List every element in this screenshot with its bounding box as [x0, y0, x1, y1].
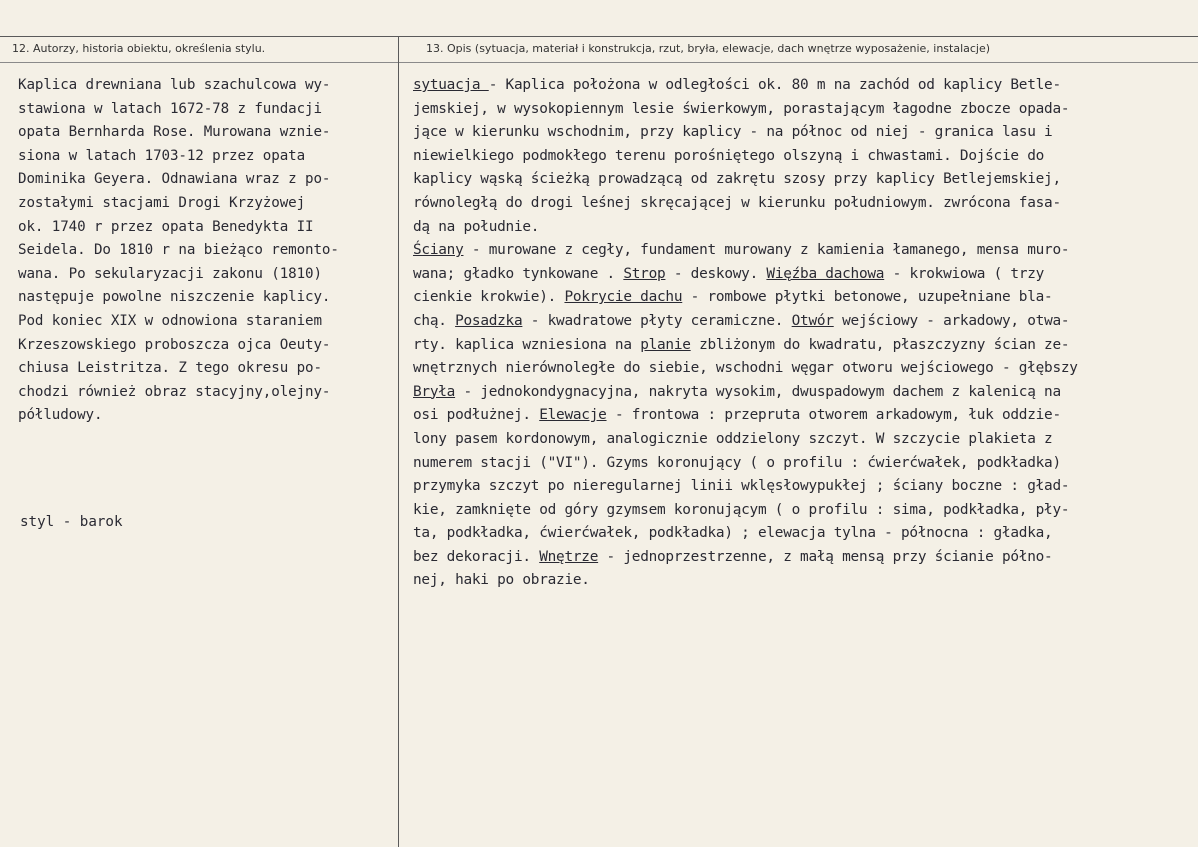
text-segment: kie, zamknięte od góry gzymsem koronującym ( o profilu : sima, podkładka, pły- [413, 501, 1070, 518]
description-line [413, 475, 1193, 499]
text-segment: chą. [413, 312, 456, 329]
underlined-term: Wnętrze [539, 548, 599, 565]
description-line [413, 522, 1193, 546]
underlined-term: Bryła [413, 383, 456, 400]
description-text [413, 74, 1193, 593]
history-line: chiusa Leistritza. Z tego okresu po- [18, 360, 322, 377]
text-segment: numerem stacji ("VI"). Gzyms koronujący ( o profilu : ćwierćwałek, podkładka) [413, 454, 1061, 471]
description-line [413, 428, 1193, 452]
text-segment: - kwadratowe płyty ceramiczne. [522, 312, 792, 329]
text-segment: - frontowa : przepruta otworem arkadowym, łuk oddzie- [606, 407, 1061, 424]
description-line [413, 286, 1193, 310]
description-line [413, 216, 1193, 240]
underlined-term: Strop [623, 265, 666, 282]
text-segment: - krokwiowa ( trzy [884, 265, 1045, 282]
history-line: Seidela. Do 1810 r na bieżąco remonto- [18, 242, 339, 259]
history-line: Dominika Geyera. Odnawiana wraz z po- [18, 171, 331, 188]
text-segment: równoległą do drogi leśnej skręcającej w kierunku południowym. zwrócona fasa- [413, 194, 1061, 211]
text-segment: jące w kierunku wschodnim, przy kaplicy - na północ od niej - granica lasu i [413, 124, 1053, 141]
text-segment: cienkie krokwie). [413, 289, 565, 306]
text-segment: bez dekoracji. [413, 548, 540, 565]
underlined-term: planie [640, 336, 691, 353]
underlined-term: Ściany [413, 242, 464, 259]
text-segment: - jednokondygnacyjna, nakryta wysokim, dwuspadowym dachem z kalenicą na [455, 383, 1061, 400]
text-segment: przymyka szczyt po nieregularnej linii wklęsłowypukłej ; ściany boczne : gład- [413, 478, 1070, 495]
history-line: zostałymi stacjami Drogi Krzyżowej [18, 194, 306, 211]
history-text [18, 74, 383, 428]
description-line [413, 569, 1193, 593]
description-line [413, 168, 1193, 192]
field-12-header: 12. Autorzy, historia obiektu, określenia stylu. [12, 42, 266, 55]
field-13-header: 13. Opis (sytuacja, materiał i konstrukcja, rzut, bryła, elewacje, dach wnętrze wyposażenie, instalacje) [426, 42, 991, 55]
header-top-rule [0, 36, 1198, 37]
description-line [413, 546, 1193, 570]
history-line: wana. Po sekularyzacji zakonu (1810) [18, 265, 322, 282]
text-segment: wnętrznych nierównoległe do siebie, wschodni węgar otworu wejściowego - głębszy [413, 360, 1078, 377]
underlined-term: Elewacje [539, 407, 607, 424]
text-segment: nej, haki po obrazie. [413, 572, 590, 589]
text-segment: zbliżonym do kwadratu, płaszczyzny ścian ze- [690, 336, 1070, 353]
text-segment: wana; gładko tynkowane . [413, 265, 624, 282]
underlined-term: Więźba dachowa [766, 265, 885, 282]
description-line [413, 263, 1193, 287]
underlined-term: sytuacja [413, 77, 489, 93]
history-line: ok. 1740 r przez opata Benedykta II [18, 218, 314, 235]
underlined-term: Pokrycie dachu [564, 289, 683, 306]
underlined-term: Posadzka [455, 312, 523, 329]
text-segment: niewielkiego podmokłego terenu porośniętego olszyną i chwastami. Dojście do [413, 147, 1045, 164]
text-segment: - murowane z cegły, fundament murowany z kamienia łamanego, mensa muro- [463, 242, 1070, 259]
description-line [413, 74, 1193, 98]
description-line [413, 499, 1193, 523]
history-line: Pod koniec XIX w odnowiona staraniem [18, 312, 322, 329]
description-line [413, 334, 1193, 358]
text-segment: jemskiej, w wysokopiennym lesie świerkowym, porastającym łagodne zbocze opada- [413, 100, 1070, 117]
underlined-term: Otwór [791, 312, 834, 329]
history-line: Krzeszowskiego proboszcza ojca Oeuty- [18, 336, 331, 353]
text-segment: - rombowe płytki betonowe, uzupełniane bla- [682, 289, 1053, 306]
description-line [413, 381, 1193, 405]
text-segment: lony pasem kordonowym, analogicznie oddzielony szczyt. W szczycie plakieta z [413, 430, 1053, 447]
text-segment: dą na południe. [413, 218, 540, 235]
text-segment: - jednoprzestrzenne, z małą mensą przy ścianie półno- [598, 548, 1053, 565]
text-segment: wejściowy - arkadowy, otwa- [833, 312, 1070, 329]
description-line [413, 404, 1193, 428]
description-line [413, 192, 1193, 216]
text-segment: ta, podkładka, ćwierćwałek, podkładka) ; elewacja tylna - północna : gładka, [413, 525, 1053, 542]
header-bottom-rule [0, 62, 1198, 63]
text-segment: osi podłużnej. [413, 407, 540, 424]
description-line [413, 239, 1193, 263]
text-segment: - Kaplica położona w odległości ok. 80 m na zachód od kaplicy Betle- [488, 77, 1061, 93]
description-line [413, 310, 1193, 334]
history-line: siona w latach 1703-12 przez opata [18, 147, 306, 164]
history-line: opata Bernharda Rose. Murowana wznie- [18, 124, 331, 141]
history-line: stawiona w latach 1672-78 z fundacji [18, 100, 322, 117]
history-line: chodzi również obraz stacyjny,olejny- [18, 383, 331, 400]
description-line [413, 98, 1193, 122]
description-line [413, 357, 1193, 381]
description-line [413, 145, 1193, 169]
history-line: półludowy. [18, 407, 103, 424]
text-segment: rty. kaplica wzniesiona na [413, 336, 641, 353]
text-segment: kaplicy wąską ścieżką prowadzącą od zakrętu szosy przy kaplicy Betlejemskiej, [413, 171, 1061, 188]
history-line: Kaplica drewniana lub szachulcowa wy- [18, 77, 331, 93]
column-divider [398, 36, 399, 847]
description-line [413, 452, 1193, 476]
history-line: następuje powolne niszczenie kaplicy. [18, 289, 331, 306]
text-segment: - deskowy. [665, 265, 767, 282]
description-line [413, 121, 1193, 145]
style-text: styl - barok [20, 514, 123, 530]
